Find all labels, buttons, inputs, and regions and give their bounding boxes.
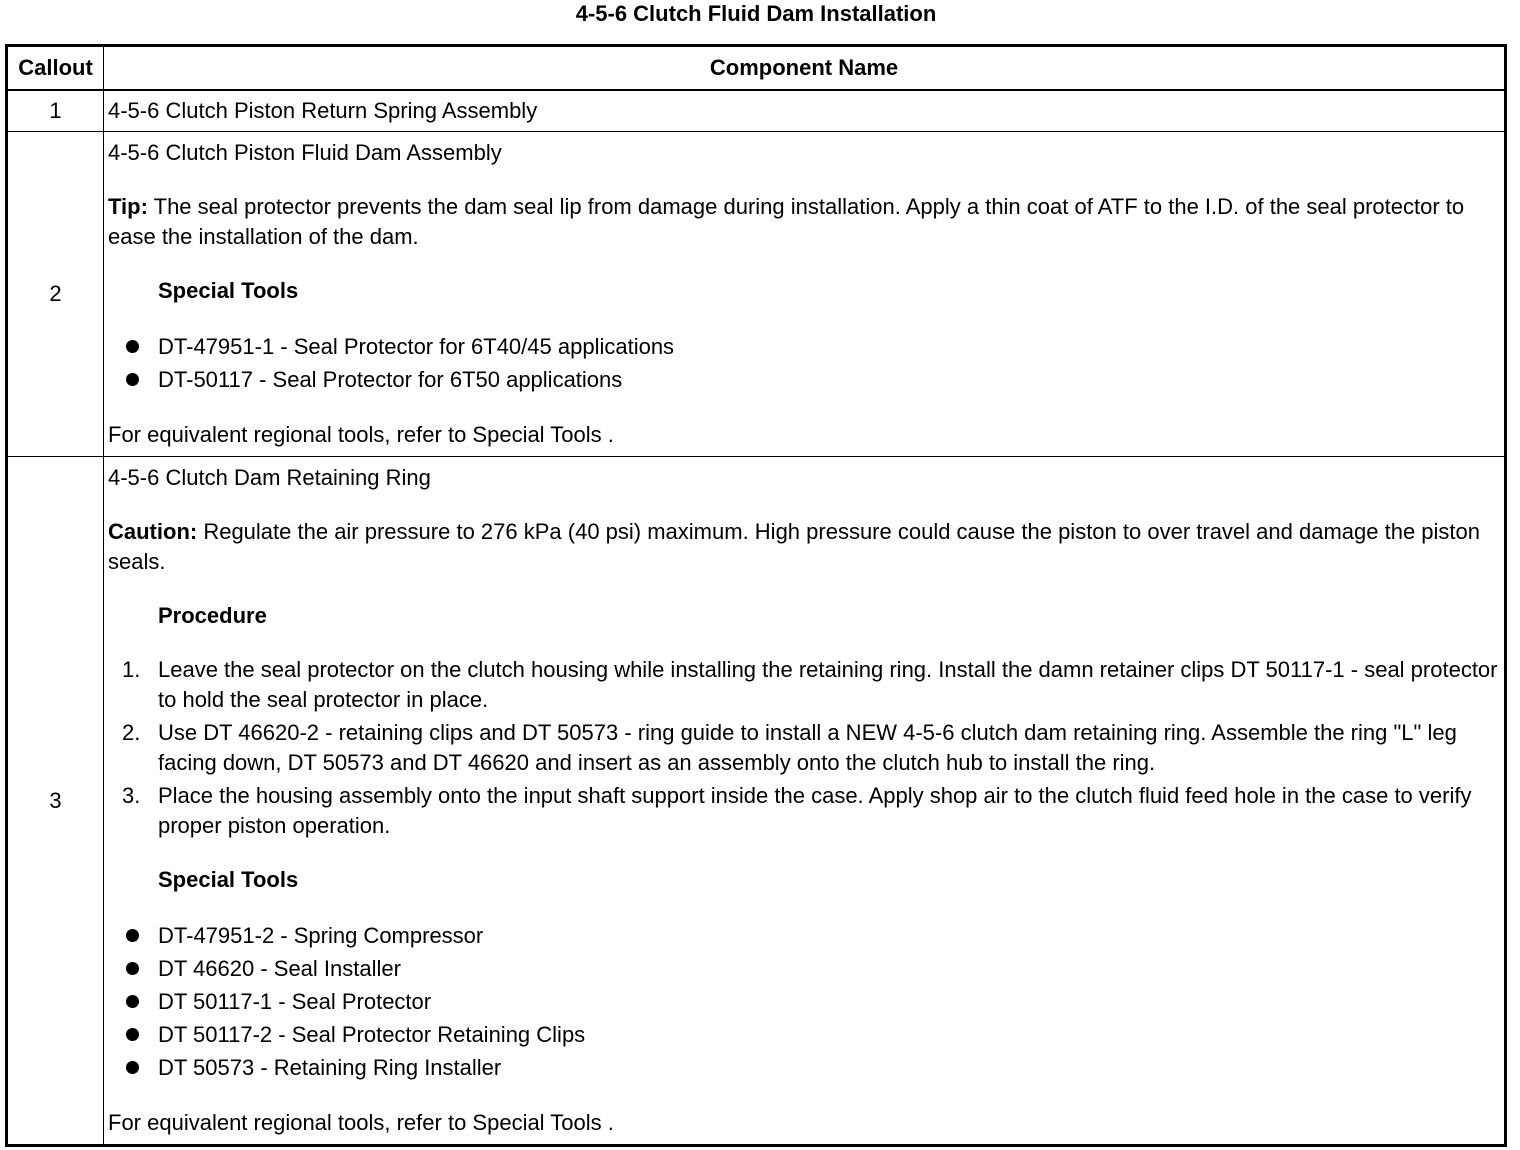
step-number: 2. (122, 720, 141, 745)
table-row (7, 132, 1506, 457)
list-item (108, 330, 1500, 363)
caution-note (108, 517, 1500, 577)
table-header-row (7, 46, 1506, 91)
regional-tools-note: For equivalent regional tools, refer to Special Tools . (108, 1110, 614, 1135)
list-item (108, 919, 1500, 952)
table-row (7, 90, 1506, 132)
bullet-icon (126, 1028, 139, 1041)
step-text: Place the housing assembly onto the input shaft support inside the case. Apply shop air to the clutch fluid feed hole in the case to verify proper piston operation. (158, 783, 1472, 838)
procedure-step (108, 718, 1500, 778)
component-name: 4-5-6 Clutch Piston Return Spring Assembly (108, 98, 538, 123)
component-cell (104, 132, 1506, 457)
special-tools-heading: Special Tools (158, 278, 299, 303)
regional-tools-note: For equivalent regional tools, refer to Special Tools . (108, 422, 614, 447)
component-name: 4-5-6 Clutch Dam Retaining Ring (108, 465, 431, 490)
caution-label: Caution: (108, 519, 198, 544)
tip-label: Tip: (108, 194, 148, 219)
bullet-icon (126, 995, 139, 1008)
list-item (108, 363, 1500, 396)
step-text: Leave the seal protector on the clutch housing while installing the retaining ring. Install the damn retainer clips DT 50117-1 - seal protector to hold the seal protector in place. (158, 657, 1498, 712)
special-tools-list (108, 330, 1500, 396)
tool-label: DT-50117 - Seal Protector for 6T50 applications (158, 367, 623, 392)
procedure-step (108, 655, 1500, 715)
tool-label: DT 50117-2 - Seal Protector Retaining Clips (158, 1022, 586, 1047)
list-item (108, 1051, 1500, 1084)
procedure-heading: Procedure (158, 603, 267, 628)
procedure-step (108, 781, 1500, 841)
list-item (108, 985, 1500, 1018)
bullet-icon (126, 340, 139, 353)
callout-table (5, 44, 1507, 1147)
list-item (108, 952, 1500, 985)
callout-number: 1 (7, 90, 104, 132)
bullet-icon (126, 373, 139, 386)
caution-text: Regulate the air pressure to 276 kPa (40 psi) maximum. High pressure could cause the piston to over travel and damage the piston seals. (108, 519, 1481, 574)
tool-label: DT-47951-1 - Seal Protector for 6T40/45 applications (158, 334, 675, 359)
tool-label: DT 50117-1 - Seal Protector (158, 989, 432, 1014)
tip-note (108, 192, 1500, 252)
callout-column-header: Callout (7, 46, 104, 91)
bullet-icon (126, 962, 139, 975)
bullet-icon (126, 929, 139, 942)
tool-label: DT-47951-2 - Spring Compressor (158, 923, 484, 948)
callout-number: 2 (7, 132, 104, 457)
callout-number: 3 (7, 457, 104, 1146)
component-cell (104, 457, 1506, 1146)
special-tools-list (108, 919, 1500, 1084)
page-title: 4-5-6 Clutch Fluid Dam Installation (575, 1, 937, 26)
tool-label: DT 50573 - Retaining Ring Installer (158, 1055, 502, 1080)
tip-text: The seal protector prevents the dam seal lip from damage during installation. Apply a thin coat of ATF to the I.D. of the seal protector to ease the installation of the dam. (108, 194, 1465, 249)
special-tools-heading: Special Tools (158, 867, 299, 892)
step-number: 3. (122, 783, 141, 808)
procedure-steps (108, 655, 1500, 841)
component-name: 4-5-6 Clutch Piston Fluid Dam Assembly (108, 140, 502, 165)
step-number: 1. (122, 657, 141, 682)
bullet-icon (126, 1061, 139, 1074)
tool-label: DT 46620 - Seal Installer (158, 956, 401, 981)
table-row (7, 457, 1506, 1146)
list-item (108, 1018, 1500, 1051)
component-cell (104, 90, 1506, 132)
step-text: Use DT 46620-2 - retaining clips and DT 50573 - ring guide to install a NEW 4-5-6 clutch dam retaining ring. Assemble the ring "L" leg facing down, DT 50573 and DT 46620 and insert as an assembly onto the clutch hub to install the ring. (158, 720, 1457, 775)
component-column-header: Component Name (104, 46, 1506, 91)
